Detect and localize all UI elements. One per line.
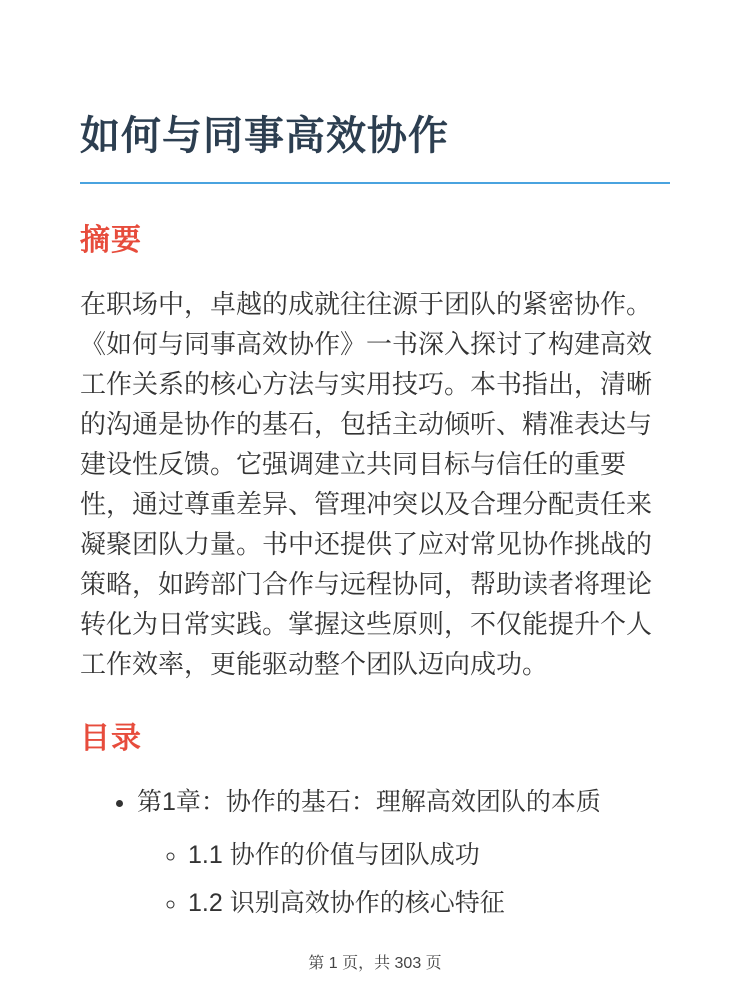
toc-section-list <box>137 839 670 920</box>
page-number-footer: 第 1 页，共 303 页 <box>308 955 442 972</box>
abstract-paragraph: 在职场中，卓越的成就往往源于团队的紧密协作。《如何与同事高效协作》一书深入探讨了构建高效工作关系的核心方法与实用技巧。本书指出，清晰的沟通是协作的基石，包括主动倾听、精准表达与建设性反馈。它强调建立共同目标与信任的重要性，通过尊重差异、管理冲突以及合理分配责任来凝聚团队力量。书中还提供了应对常见协作挑战的策略，如跨部门合作与远程协同，帮助读者将理论转化为日常实践。掌握这些原则，不仅能提升个人工作效率，更能驱动整个团队迈向成功。 <box>80 289 653 679</box>
title-divider <box>80 182 670 184</box>
toc-heading: 目录 <box>80 722 142 755</box>
toc-list <box>80 786 670 920</box>
toc-chapter-label: 第1章：协作的基石：理解高效团队的本质 <box>137 788 601 816</box>
toc-section-item: ◦ 1.2 识别高效协作的核心特征 <box>188 887 670 920</box>
toc-section-item: ◦ 1.1 协作的价值与团队成功 <box>188 839 670 872</box>
toc-chapter-item <box>137 786 670 920</box>
page-title: 如何与同事高效协作 <box>80 114 449 158</box>
abstract-heading: 摘要 <box>80 224 142 257</box>
